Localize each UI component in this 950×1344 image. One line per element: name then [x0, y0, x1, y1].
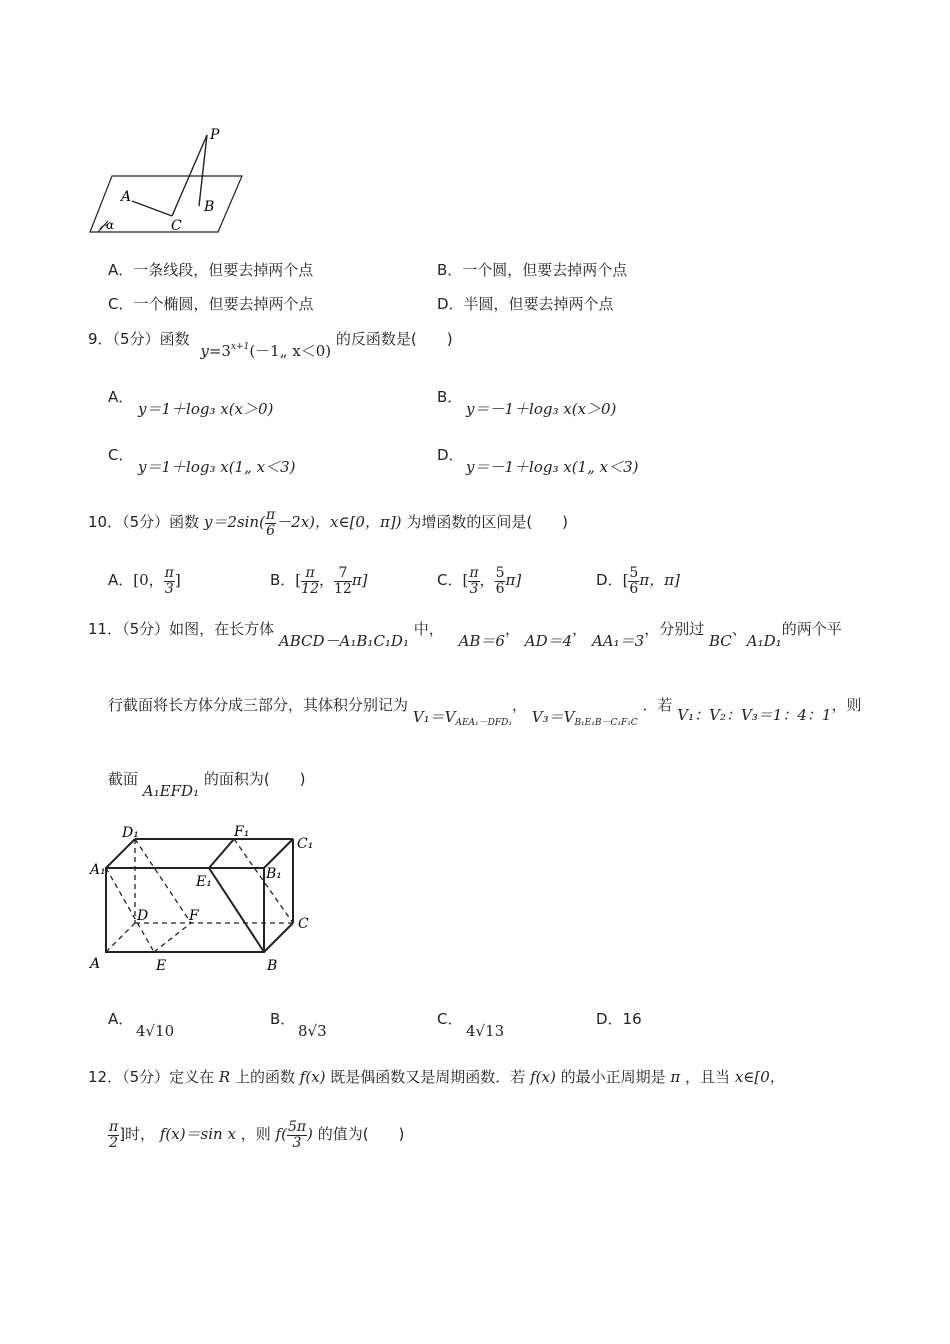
label-c: C [298, 916, 309, 932]
label-f: F [189, 908, 199, 924]
label-b: B [267, 958, 278, 974]
q9-option-c-label: C． [108, 446, 134, 464]
q11-option-d: D．16 [596, 1010, 642, 1028]
q11-option-a-label: A． [108, 1010, 134, 1028]
label-c: C [171, 218, 182, 234]
q12-pi-over-2: $\frac{\pi}{2}$ [109, 1119, 119, 1151]
q8-option-b: B．一个圆，但要去掉两个点 [437, 261, 628, 279]
q10-suffix: 为增函数的区间是( ) [406, 513, 569, 532]
plane-figure [86, 125, 256, 240]
label-e: E [156, 958, 167, 974]
q9-option-b: y＝－1＋log₃ x(x＞0) [466, 400, 617, 418]
q10-option-b: B．[ $\frac{\pi}{12}$ ， $\frac{7}{12}$ π] [270, 565, 368, 597]
q9-suffix: 的反函数是( ) [335, 330, 453, 348]
question-11-line1: 11．（5分）如图，在长方体 ABCD－A₁B₁C₁D₁ 中， AB＝6， AD＝4， AA₁＝3，分别过 BC、A₁D₁的两个平 [88, 620, 842, 650]
question-12-line1: 12．（5分）定义在 R 上的函数 f(x) 既是偶函数又是周期函数．若 f(x) 的最小正周期是 π ，且当 x∈[0， [88, 1068, 785, 1086]
label-b1: B₁ [266, 866, 282, 882]
label-e1: E₁ [196, 874, 212, 890]
label-a: A [121, 189, 132, 205]
q11-option-a: 4√10 [136, 1022, 175, 1040]
q9-prefix: 9．（5分）函数 [88, 330, 190, 348]
label-alpha: α [106, 218, 115, 232]
question-11-line3: 截面 A₁EFD₁ 的面积为( ) [108, 770, 306, 800]
q9-option-d: y＝－1＋log₃ x(1„ x＜3) [466, 458, 639, 476]
question-9 [88, 328, 453, 360]
q10-fraction: $\frac{\pi}{6}$ [265, 507, 276, 539]
question-10: 10．（5分）函数 y＝2sin( $\frac{\pi}{6}$ －2x)，x∈[0，π]) 为增函数的区间是( ) [88, 507, 569, 539]
q11-option-c: 4√13 [466, 1022, 505, 1040]
question-11-line2: 行截面将长方体分成三部分，其体积分别记为 $V_1=V_{AEA_1-DFD_1}$， $V_3=V_{B_1E_1B-C_1F_1C}$ ．若 V₁：V₂：V₃＝1：4：1，则 [108, 696, 862, 728]
q9-formula: $y=3^{x+1}(-1„$ x＜0) [200, 342, 332, 360]
label-d1: D₁ [122, 825, 139, 841]
q11-option-b-label: B． [270, 1010, 296, 1028]
q10-option-d: D．[ $\frac{5}{6}$ π，π] [596, 565, 680, 597]
label-c1: C₁ [297, 836, 314, 852]
q10-prefix: 10．（5分）函数 [88, 513, 200, 532]
q10-option-a: A．[0， $\frac{\pi}{3}$ ] [108, 565, 181, 597]
q9-option-d-label: D． [437, 446, 464, 464]
q9-option-b-label: B． [437, 388, 463, 406]
q11-option-b: 8√3 [298, 1022, 327, 1040]
q9-option-c: y＝1＋log₃ x(1„ x＜3) [138, 458, 296, 476]
q11-option-c-label: C． [437, 1010, 463, 1028]
q9-option-a: y＝1＋log₃ x(x＞0) [138, 400, 274, 418]
label-b: B [204, 199, 215, 215]
label-a1: A₁ [90, 862, 106, 878]
question-12-line2: $\frac{\pi}{2}$ ]时， f(x)＝sin x ，则 f( $\frac{5\pi}{3}$ ) 的值为( ) [109, 1119, 405, 1151]
label-f1: F₁ [234, 824, 250, 840]
q9-option-a-label: A． [108, 388, 134, 406]
label-p: P [210, 127, 220, 143]
cuboid-figure [86, 822, 326, 978]
q8-option-c: C．一个椭圆，但要去掉两个点 [108, 295, 314, 313]
q8-option-a: A．一条线段，但要去掉两个点 [108, 261, 314, 279]
q12-five-pi-over-3: $\frac{5\pi}{3}$ [287, 1119, 307, 1151]
label-d: D [137, 908, 149, 924]
q8-option-d: D．半圆，但要去掉两个点 [437, 295, 614, 313]
label-a: A [90, 956, 101, 972]
q10-option-c: C．[ $\frac{\pi}{3}$ ， $\frac{5}{6}$ π] [437, 565, 522, 597]
